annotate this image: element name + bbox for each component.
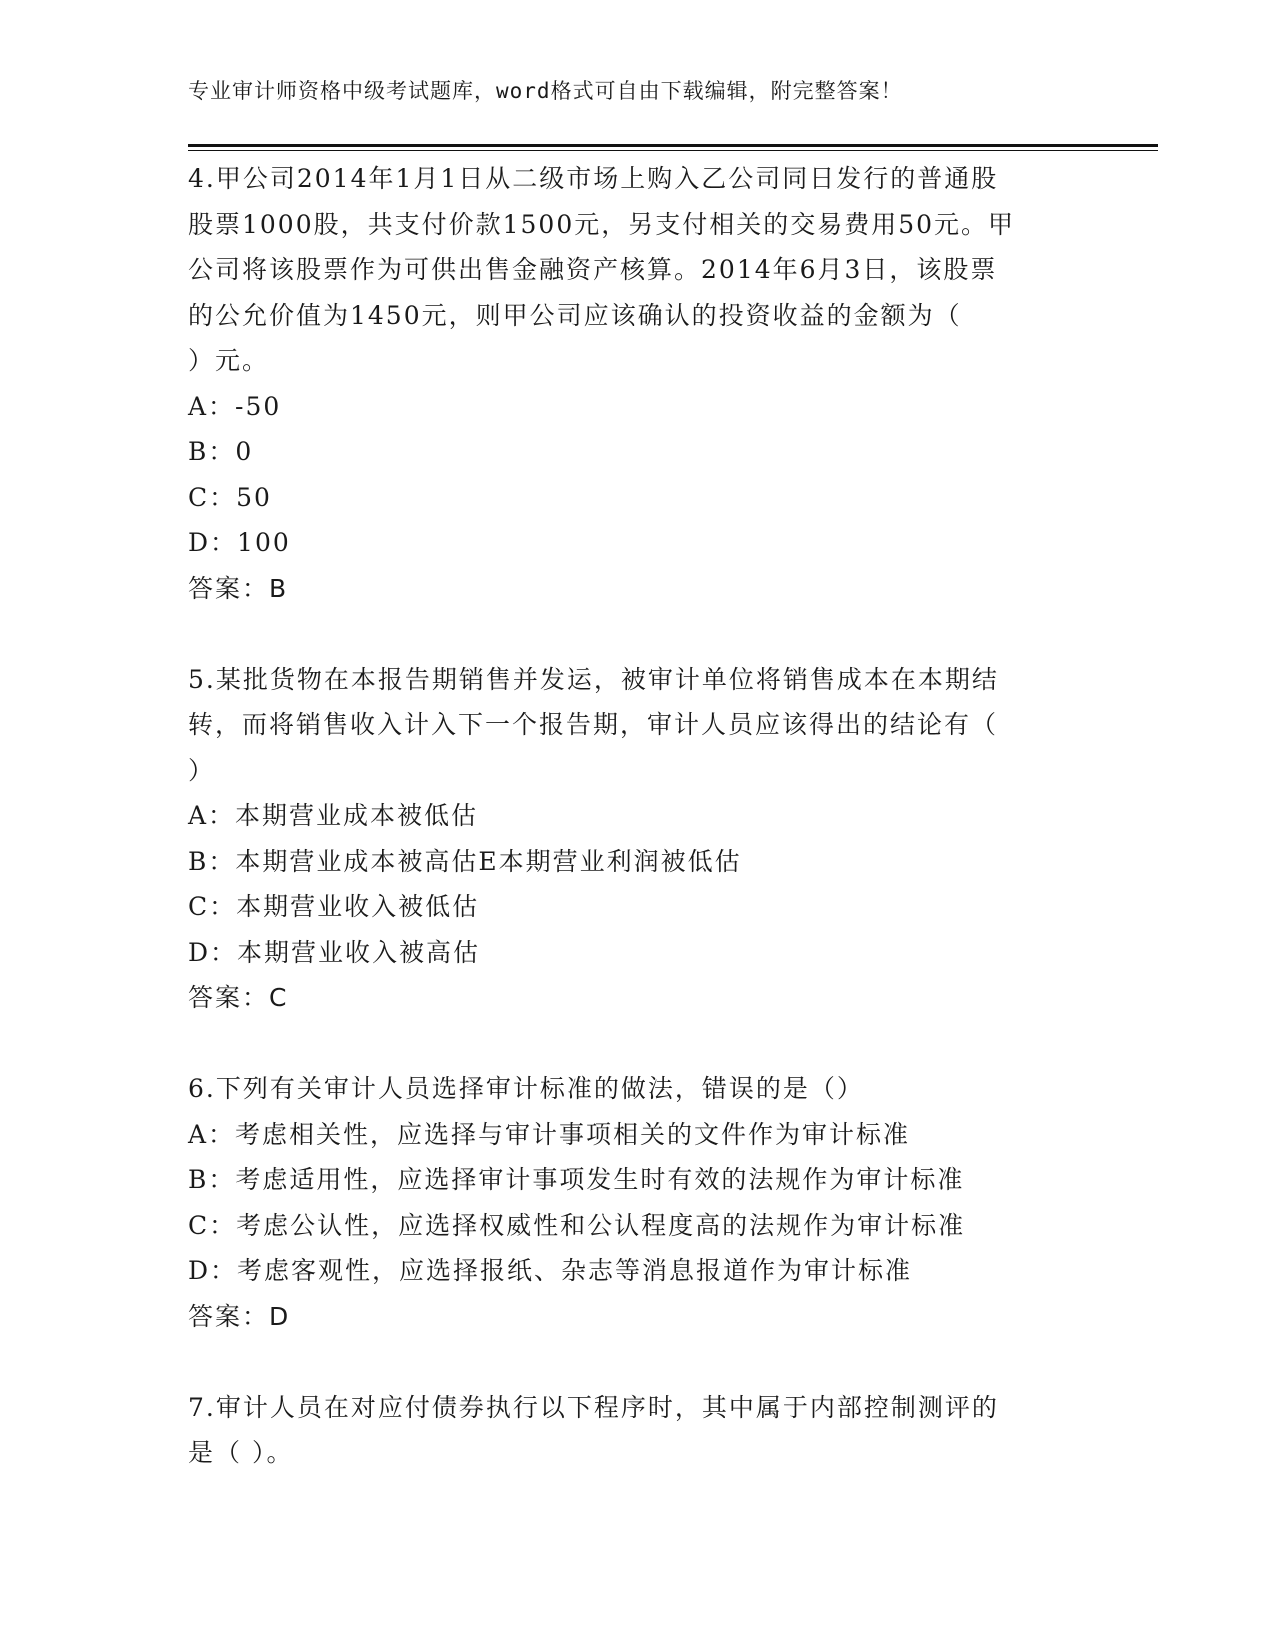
- header-divider-thin: [188, 150, 1158, 151]
- question-7: [188, 1385, 1088, 1476]
- question-5: [188, 657, 1088, 1021]
- spacer: [188, 611, 1088, 657]
- question-stem-line: 6.下列有关审计人员选择审计标准的做法，错误的是（）: [188, 1074, 864, 1103]
- answer-line: 答案：D: [188, 1301, 291, 1331]
- option-a: A：考虑相关性，应选择与审计事项相关的文件作为审计标准: [188, 1119, 911, 1149]
- question-stem-line: 股票1000股，共支付价款1500元，另支付相关的交易费用50元。甲: [188, 209, 1016, 239]
- option-c: C：50: [188, 482, 272, 512]
- question-list: [188, 156, 1088, 1476]
- question-stem-line: 7.审计人员在对应付债券执行以下程序时，其中属于内部控制测评的: [188, 1392, 999, 1422]
- page-header: 专业审计师资格中级考试题库，word格式可自由下载编辑，附完整答案！: [188, 79, 903, 103]
- question-stem-line: 的公允价值为1450元，则甲公司应该确认的投资收益的金额为（: [188, 300, 962, 330]
- option-a: A：本期营业成本被低估: [188, 801, 479, 830]
- option-d: D：本期营业收入被高估: [188, 937, 481, 967]
- option-c: C：考虑公认性，应选择权威性和公认程度高的法规作为审计标准: [188, 1210, 966, 1240]
- option-c: C：本期营业收入被低估: [188, 892, 480, 921]
- question-stem-line: ）元。: [188, 346, 270, 375]
- option-d: D：考虑客观性，应选择报纸、杂志等消息报道作为审计标准: [188, 1256, 913, 1285]
- question-stem-line: ）: [188, 755, 216, 785]
- spacer: [188, 1021, 1088, 1067]
- option-b: B：考虑适用性，应选择审计事项发生时有效的法规作为审计标准: [188, 1165, 965, 1194]
- header-divider-thick: [188, 144, 1158, 147]
- option-b: B：0: [188, 437, 254, 466]
- option-a: A：-50: [188, 391, 282, 421]
- question-stem-line: 公司将该股票作为可供出售金融资产核算。2014年6月3日，该股票: [188, 255, 998, 284]
- option-d: D：100: [188, 528, 291, 557]
- question-stem-line: 5.某批货物在本报告期销售并发运，被审计单位将销售成本在本期结: [188, 664, 999, 694]
- question-stem-line: 4.甲公司2014年1月1日从二级市场上购入乙公司同日发行的普通股: [188, 164, 999, 193]
- question-stem-line: 转，而将销售收入计入下一个报告期，审计人员应该得出的结论有（: [188, 710, 999, 739]
- question-stem-line: 是（ ）。: [188, 1438, 294, 1467]
- option-b: B：本期营业成本被高估E本期营业利润被低估: [188, 846, 742, 876]
- spacer: [188, 1339, 1088, 1385]
- question-6: [188, 1066, 1088, 1339]
- answer-line: 答案：B: [188, 573, 289, 603]
- question-4: [188, 156, 1088, 611]
- answer-line: 答案：C: [188, 983, 289, 1012]
